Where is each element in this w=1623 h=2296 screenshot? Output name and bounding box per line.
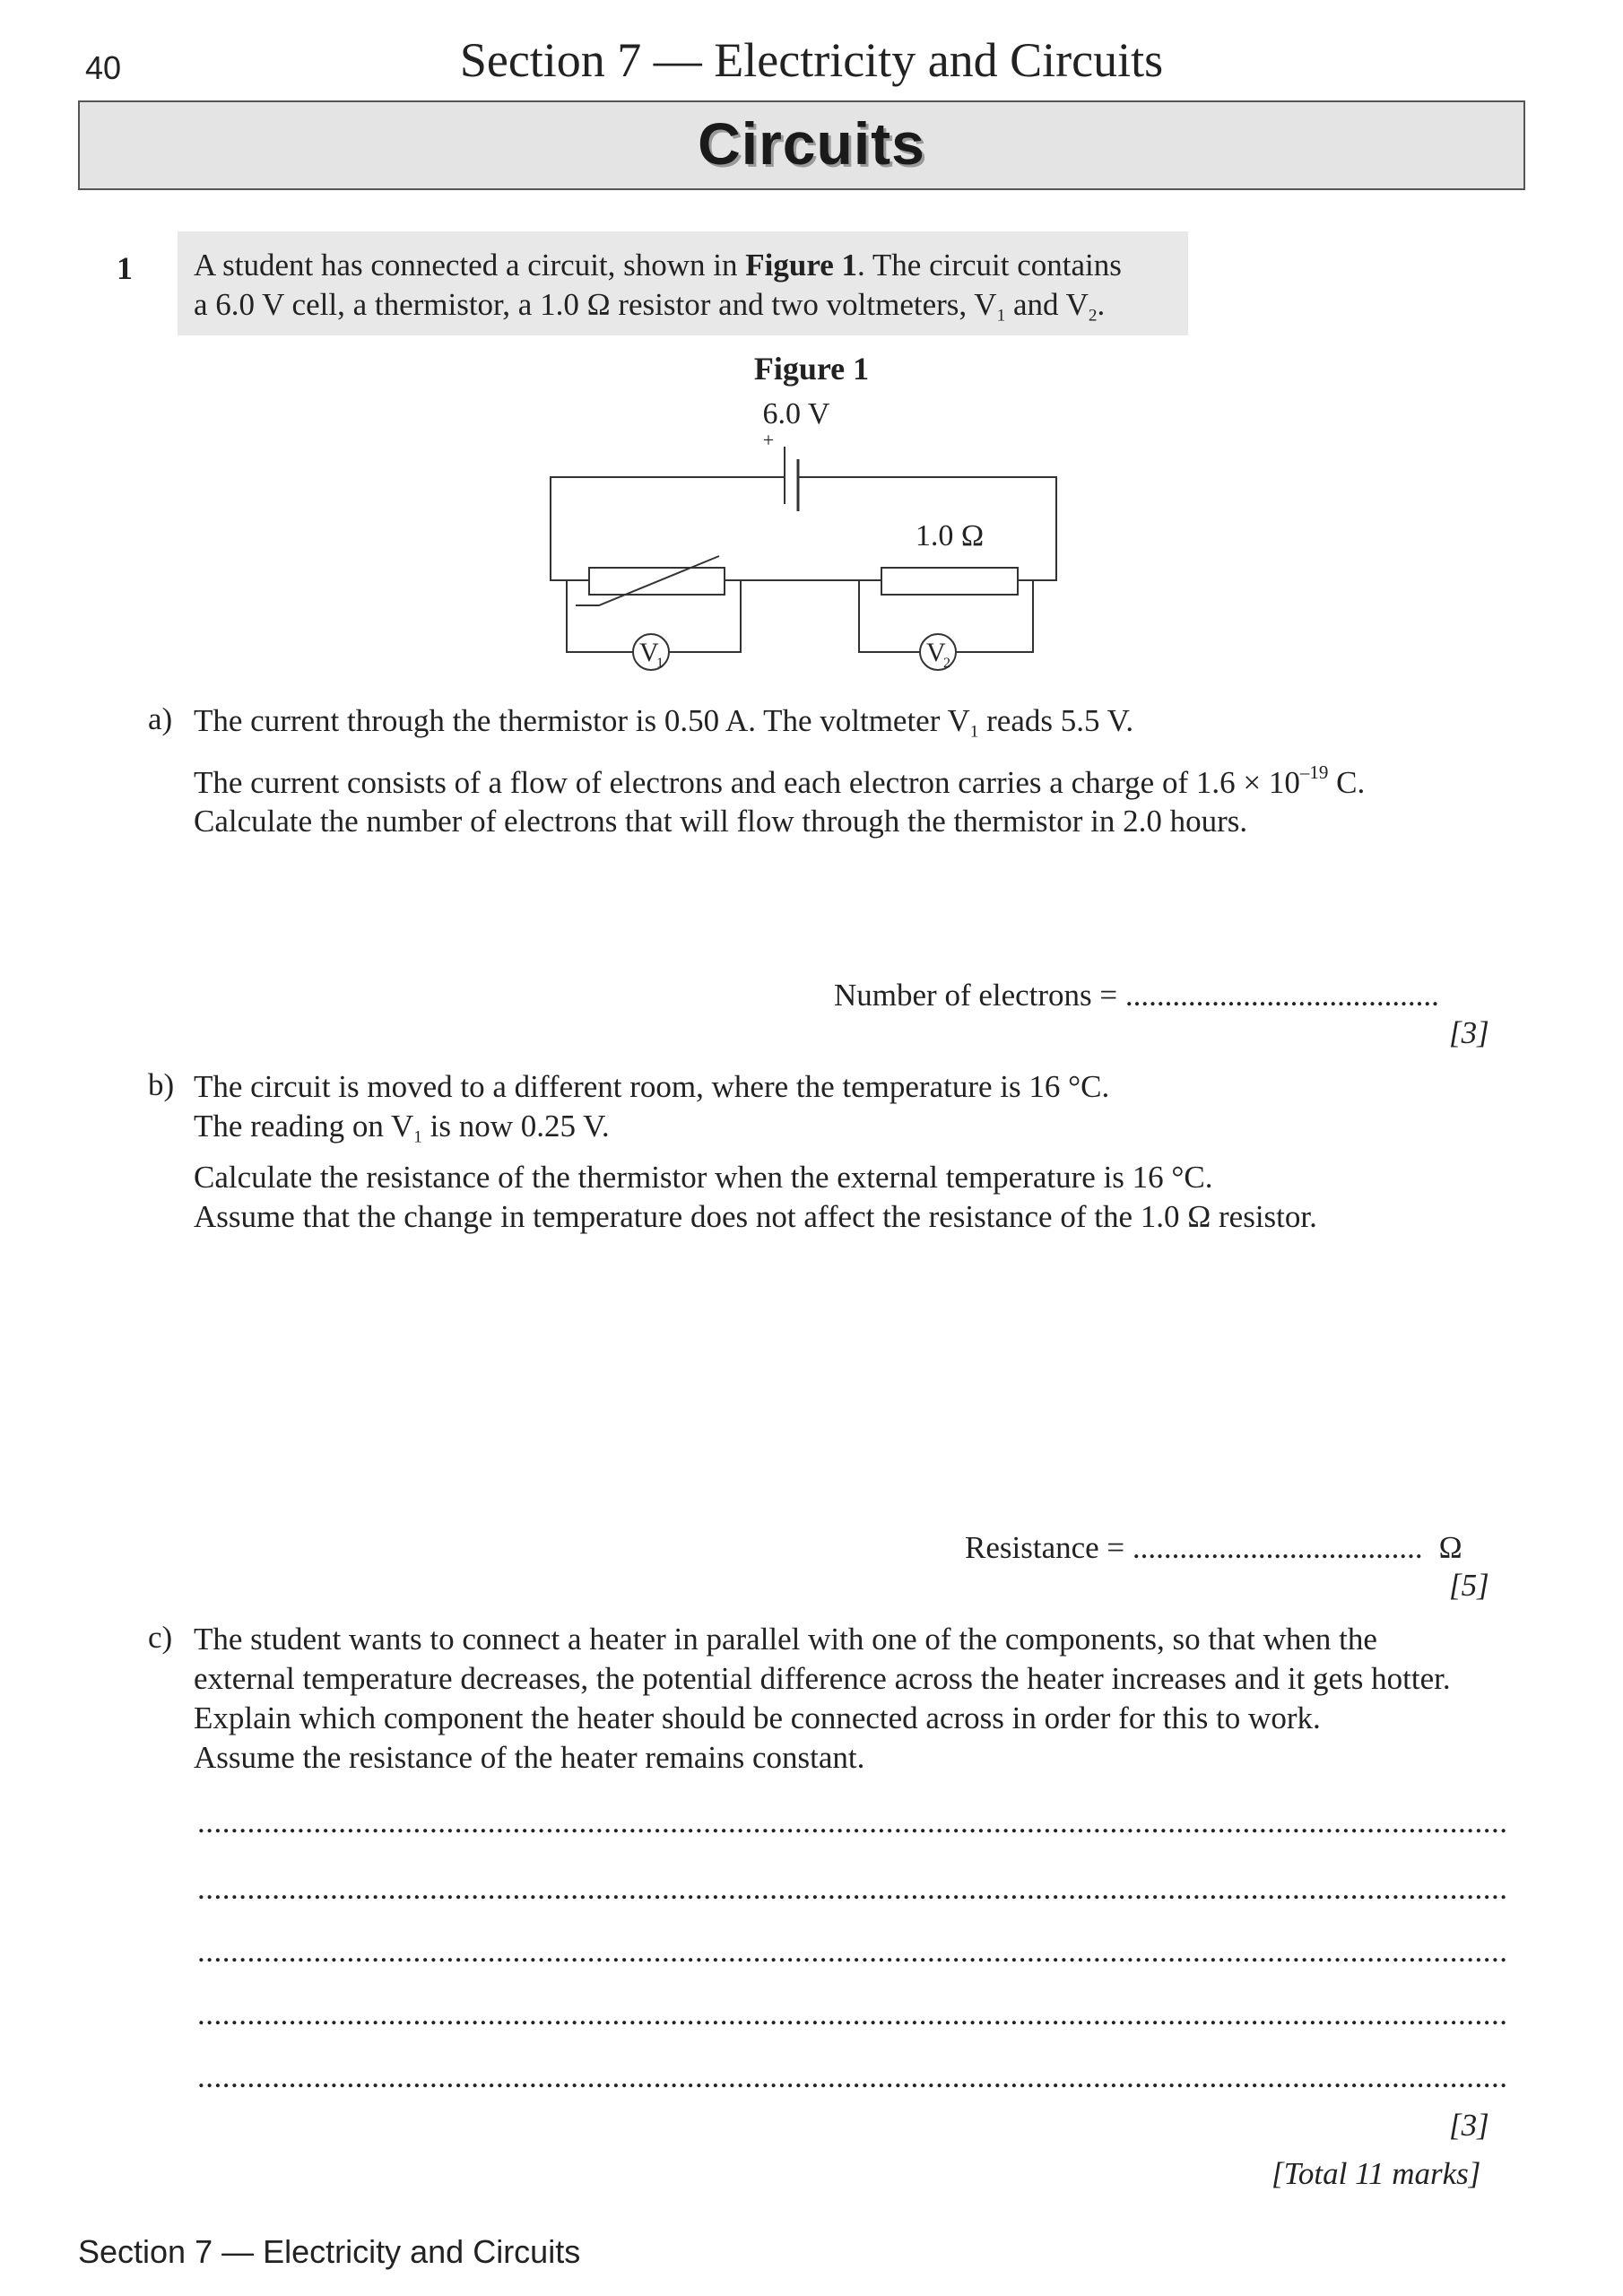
section-title: Section 7 — Electricity and Circuits (459, 33, 1164, 87)
total-marks: [Total 11 marks] (1271, 2156, 1481, 2191)
answer-line-2[interactable]: .............................................................................................................................................................. (197, 1871, 1508, 1906)
part-b-answer (965, 1530, 1462, 1566)
answer-line-3[interactable]: .............................................................................................................................................................. (197, 1934, 1508, 1969)
v2-letter: V (926, 638, 946, 667)
cell-plus-label: + (762, 429, 775, 451)
v1-wire (567, 580, 633, 652)
figure-label: Figure 1 (753, 351, 870, 387)
question-number: 1 (117, 250, 133, 286)
footer-section: Section 7 — Electricity and Circuits (78, 2233, 581, 2270)
cell-voltage-label: 6.0 V (762, 397, 830, 430)
part-c-text: The student wants to connect a heater in parallel with one of the components, so that when the external temperature decreases, the potential difference across the heater increases and it gets hotter. Explain which component the heater should be connected across in order for this to work. Assume the resistance of the heater remains constant. (194, 1622, 1451, 1775)
resistor-label: 1.0 Ω (915, 519, 985, 552)
intro-line-1: A student has connected a circuit, shown in Figure 1. The circuit contains (194, 248, 1122, 283)
v2-wire (859, 580, 920, 652)
part-a-text: The current through the thermistor is 0.50 A. The voltmeter $V_1$ reads 5.5 V. The current consists of a flow of electrons and each electron carries a charge of $1.6 \times 10^{-19}$ C. Calculate the number of electrons that will flow through the thermistor in 2.0 hours. (194, 703, 1366, 839)
v1-letter: V (639, 638, 659, 667)
thermistor-slash (576, 556, 719, 605)
figure-reference: Figure 1 (745, 248, 858, 283)
part-b-marks: [5] (1449, 1568, 1489, 1603)
part-a-marks: [3] (1449, 1015, 1489, 1050)
page-number: 40 (85, 49, 122, 86)
part-b-text: The circuit is moved to a different room, where the temperature is 16 °C. The reading on $V_1$ is now 0.25 V. Calculate the resistance of the thermistor when the external temperature is 16 °C. Assume that the change in temperature does not affect the resistance of the 1.0 Ω resistor. (194, 1069, 1317, 1234)
electrons-answer-label: Number of electrons = (834, 978, 1125, 1013)
resistance-answer-label: Resistance = (965, 1530, 1133, 1565)
question-intro (194, 246, 1122, 336)
wire-top-left (551, 477, 776, 580)
intro-line-2: a 6.0 V cell, a thermistor, a 1.0 Ω resistor and two voltmeters, $V_1$ and $V_2$. (194, 287, 1106, 326)
banner-title: Circuits (698, 110, 925, 177)
part-b-label: b) (148, 1067, 175, 1102)
answer-line-4[interactable]: .............................................................................................................................................................. (197, 1996, 1508, 2031)
part-c-label: c) (148, 1620, 173, 1655)
resistor (881, 568, 1018, 595)
answer-line-1[interactable]: .............................................................................................................................................................. (197, 1805, 1508, 1839)
part-a-answer (834, 978, 1439, 1013)
v1-subscript: 1 (656, 656, 664, 671)
part-c-marks: [3] (1449, 2108, 1489, 2143)
resistance-answer-field[interactable]: ..................................... (1132, 1530, 1423, 1565)
v2-subscript: 2 (943, 656, 950, 671)
electrons-answer-field[interactable]: ........................................ (1124, 978, 1439, 1013)
resistance-unit: Ω (1438, 1530, 1462, 1565)
answer-line-5[interactable]: .............................................................................................................................................................. (197, 2059, 1508, 2094)
circuit-diagram (538, 386, 1076, 682)
part-a-label: a) (148, 701, 173, 736)
